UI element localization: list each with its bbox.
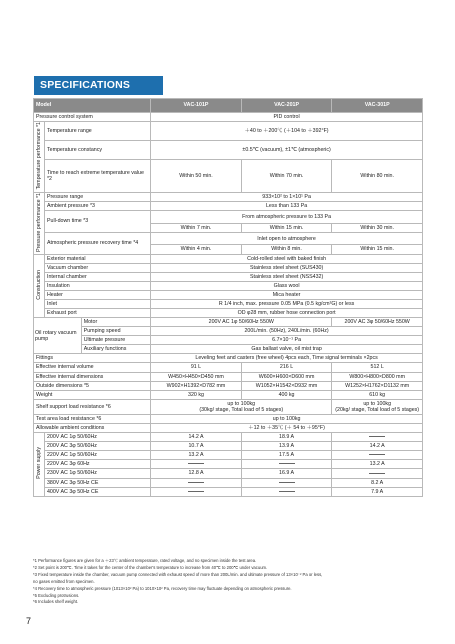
table-row: Ambient pressure *3 Less than 133 Pa [34,201,423,210]
dash-cell [241,478,332,487]
table-row: Pull-down time *3 From atmospheric pressure to 133 Pa [34,210,423,223]
table-row: Test area load resistance *6 up to 100kg [34,414,423,423]
table-row: Temperature performance *1 Temperature range ＋40 to ＋200℃ (＋104 to ＋392°F) [34,122,423,141]
model-201: VAC-201P [241,99,332,113]
category-pressure: Pressure performance *1 [34,192,45,254]
table-row: 220V AC 1φ 50/60Hz 13.2 A 17.5 A [34,451,423,460]
category-power: Power supply [34,433,45,497]
table-row: Within 4 min. Within 8 min. Within 15 min. [34,245,423,254]
footnote: *4 Recovery time to atmospheric pressure (1013×10² Pa) to 1010×10² Pa, recovery time may fluctuate depending on atmospheric pressure. [33,585,292,591]
footnote: *1 Performance figures are given for a ＋23℃ ambient temperature, rated voltage, and no specimen inside the test area. [33,558,257,563]
footnote: *6 Includes shelf weight. [33,599,79,605]
table-row: Temperature constancy ±0.5℃ (vacuum), ±1℃ (atmospheric) [34,141,423,160]
category-temperature: Temperature performance *1 [34,122,45,193]
table-row: Pressure performance *1 Pressure range 933×10² to 1×10¹ Pa [34,192,423,201]
table-row: Pumping speed 200L/min. (50Hz), 240L/min. (60Hz) [34,327,423,336]
table-row: Insulation Glass wool [34,281,423,290]
dash-cell [332,469,423,478]
table-row: Construction Exterior material Cold-rolled steel with baked finish [34,254,423,263]
dash-cell [151,487,242,496]
table-row: Internal chamber Stainless steel sheet (NSS432) [34,272,423,281]
table-row: Weight 320 kg 400 kg 610 kg [34,390,423,399]
table-row: Effective internal dimensions W450×H450×D450 mm W600×H600×D600 mm W800×H800×D800 mm [34,372,423,381]
table-row: Inlet R 1/4 inch, max. pressure 0.05 MPa (0.5 kg/cm²G) or less [34,299,423,308]
page-number: 7 [26,616,32,626]
table-row: Ultimate pressure 6.7×10⁻¹ Pa [34,336,423,345]
category-construction: Construction [34,254,45,318]
table-row: Atmospheric pressure recovery time *4 Inlet open to atmosphere [34,232,423,245]
table-row: Auxiliary functions Gas ballast valve, oil mist trap [34,345,423,354]
table-row: Power supply 200V AC 1φ 50/60Hz 14.2 A 18.9 A [34,433,423,442]
table-row: Oil rotary vacuum pump Motor 200V AC 1φ 50/60Hz 550W 200V AC 3φ 50/60Hz 550W [34,318,423,327]
dash-cell [241,487,332,496]
model-101: VAC-101P [151,99,242,113]
table-row: Pressure control system PID control [34,113,423,122]
table-row: 380V AC 3φ 50Hz CE 8.2 A [34,478,423,487]
table-row: Outside dimensions *5 W902×H1392×D782 mm W1052×H1542×D932 mm W1252×H1762×D1132 mm [34,381,423,390]
footnote: *2 Set point is 200℃. Time it takes for the center of the chamber's temperature to increase from 40℃ to 200℃ under vacuum. [33,564,268,570]
header-row [34,99,423,113]
dash-cell [151,478,242,487]
table-row: Vacuum chamber Stainless steel sheet (SUS430) [34,263,423,272]
table-row: 220V AC 3φ 60Hz 13.2 A [34,460,423,469]
footnote: *3 Fixed temperature inside the chamber, vacuum pump connected with exhaust speed of more than 200L/min. and ultimate pressure of 13×10⁻² Pa or less, [33,571,323,577]
table-row: Time to reach extreme temperature value *2 Within 50 min. Within 70 min. Within 80 min. [34,160,423,192]
table-row: 400V AC 3φ 50Hz CE 7.9 A [34,487,423,496]
table-row: 230V AC 1φ 50/60Hz 12.8 A 16.9 A [34,469,423,478]
table-row: Allowable ambient conditions ＋12 to ＋35℃ (＋ 54 to ＋95°F) [34,424,423,433]
spec-table [33,98,423,497]
dash-cell [241,460,332,469]
table-row: Exhaust port OD φ28 mm, rubber hose connection port [34,309,423,318]
footnote: *5 Excluding protrusions. [33,592,80,598]
table-row: Heater Mica heater [34,290,423,299]
footnotes [33,558,433,606]
table-row: Shelf support load resistance *6 up to 100kg (30kg/ stage, Total load of 5 stages) up to 100kg (20kg/ stage, Total load of 5 stages) [34,399,423,414]
table-row: Within 7 min. Within 15 min. Within 30 min. [34,223,423,232]
table-row: Effective internal volume 91 L 216 L 512 L [34,363,423,372]
section-title: SPECIFICATIONS [34,76,163,95]
table-row: Fittings Leveling feet and casters (free wheel) 4pcs each, Time signal terminals ×2pcs [34,354,423,363]
footnote: no gases emitted from specimen. [33,578,95,584]
dash-cell [151,460,242,469]
dash-cell [332,433,423,442]
category-pump: Oil rotary vacuum pump [34,318,82,354]
model-301: VAC-301P [332,99,423,113]
table-row: 200V AC 3φ 50/60Hz 10.7 A 13.9 A 14.2 A [34,442,423,451]
dash-cell [332,451,423,460]
model-header: Model [34,99,151,113]
